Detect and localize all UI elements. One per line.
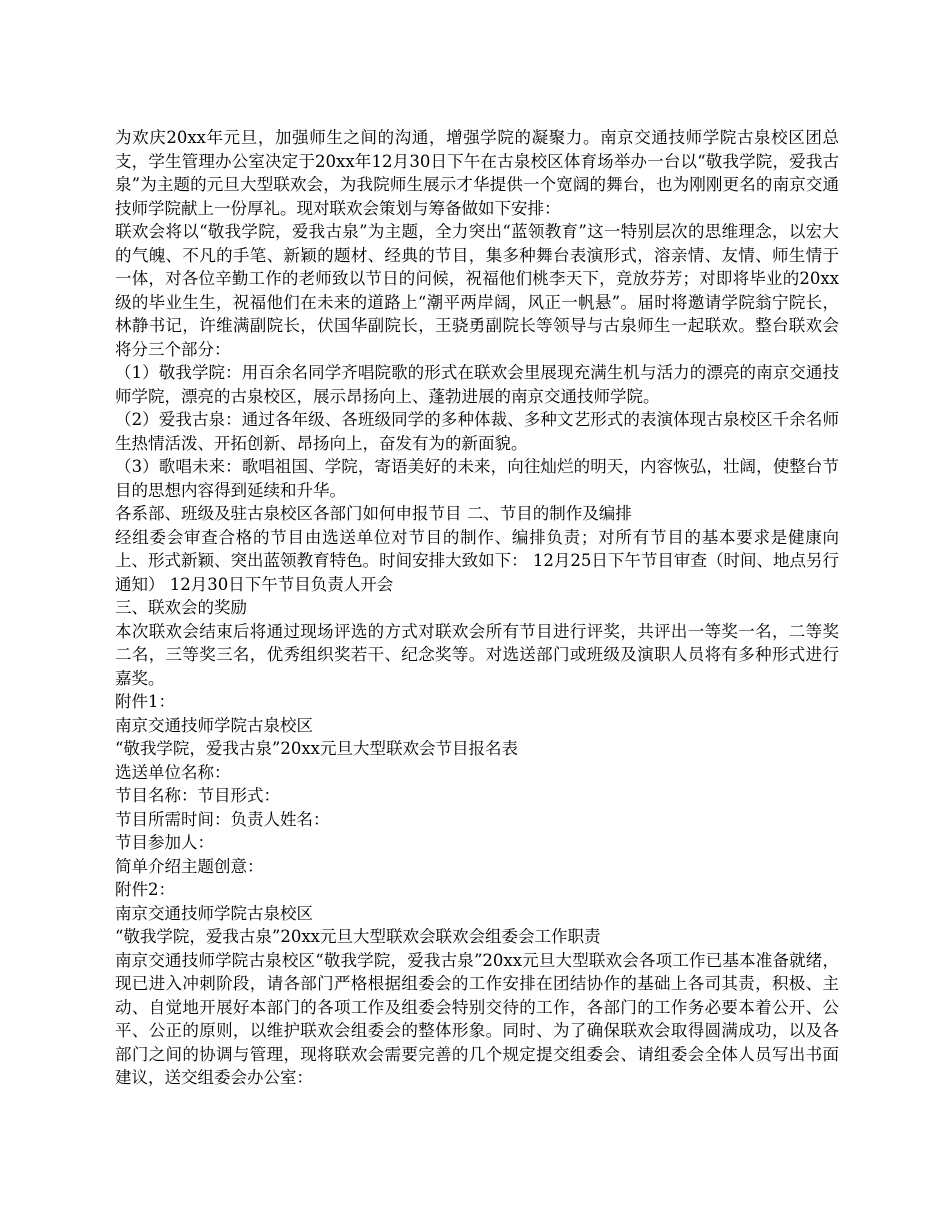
part-one-item: （1）敬我学院：用百余名同学齐唱院歌的形式在联欢会里展现充满生机与活力的漂亮的南京交通技师学院，漂亮的古泉校区，展示昂扬向上、蓬勃进展的南京交通技师学院。 (115, 363, 839, 406)
theme-paragraph: 联欢会将以“敬我学院，爱我古泉”为主题，全力突出“蓝领教育”这一特别层次的思维理念，以宏大的气魄、不凡的手笔、新颖的题材、经典的节目，集多种舞台表演形式，溶亲情、友情、师生情于一体，对各位辛勤工作的老师致以节日的问候，祝福他们桃李天下，竞放芬芳；对即将毕业的20xx级的毕业生生，祝福他们在未来的道路上“潮平两岸阔，风正一帆悬”。届时将邀请学院翁宁院长，林静书记，许维满副院长，伏国华副院长，王骁勇副院长等领导与古泉师生一起联欢。整台联欢会将分三个部分： (115, 222, 839, 359)
section-two-heading: 各系部、班级及驻古泉校区各部门如何申报节目 二、节目的制作及编排 (115, 504, 632, 523)
attachment-one-title: “敬我学院，爱我古泉”20xx元旦大型联欢会节目报名表 (115, 739, 518, 758)
awards-paragraph: 本次联欢会结束后将通过现场评选的方式对联欢会所有节目进行评奖，共评出一等奖一名，二等奖二名，三等奖三名，优秀组织奖若干、纪念奖等。对选送部门或班级及演职人员将有多种形式进行嘉奖。 (115, 621, 839, 688)
form-field-creative: 简单介绍主题创意： (115, 856, 264, 876)
duties-paragraph: 南京交通技师学院古泉校区“敬我学院，爱我古泉”20xx元旦大型联欢会各项工作已基本准备就绪，现已进入冲刺阶段，请各部门严格根据组委会的工作安排在团结协作的基础上各司其责，积极、主动、自觉地开展好本部门的各项工作及组委会特别交待的工作，各部门的工作务必要本着公开、公平、公正的原则，以维护联欢会组委会的整体形象。同时、为了确保联欢会取得圆满成功，以及各部门之间的协调与管理，现将联欢会需要完善的几个规定提交组委会、请组委会全体人员写出书面建议，送交组委会办公室： (115, 950, 839, 1087)
form-field-unit: 选送单位名称： (115, 762, 231, 782)
attachment-two-label: 附件2： (115, 880, 175, 899)
attachment-one-label: 附件1： (115, 692, 175, 711)
form-field-time: 节目所需时间：负责人姓名： (115, 809, 330, 829)
section-three-heading: 三、联欢会的奖励 (115, 598, 247, 617)
part-two-item: （2）爱我古泉：通过各年级、各班级同学的多种体裁、多种文艺形式的表演体现古泉校区千余名师生热情活泼、开拓创新、昂扬向上，奋发有为的新面貌。 (115, 410, 839, 453)
part-three-item: （3）歌唱未来：歌唱祖国、学院，寄语美好的未来，向往灿烂的明天，内容恢弘，壮阔，使整台节目的思想内容得到延续和升华。 (115, 457, 839, 500)
intro-paragraph: 为欢庆20xx年元旦，加强师生之间的沟通，增强学院的凝聚力。南京交通技师学院古泉校区团总支，学生管理办公室决定于20xx年12月30日下午在古泉校区体育场举办一台以“敬我学院，爱我古泉”为主题的元旦大型联欢会，为我院师生展示才华提供一个宽阔的舞台，也为刚刚更名的南京交通技师学院献上一份厚礼。现对联欢会策划与筹备做如下安排： (115, 128, 839, 218)
document-body (115, 126, 839, 1090)
attachment-one-school: 南京交通技师学院古泉校区 (115, 715, 313, 735)
attachment-two-school: 南京交通技师学院古泉校区 (115, 903, 313, 923)
production-paragraph: 经组委会审查合格的节目由选送单位对节目的制作、编排负责；对所有节目的基本要求是健康向上、形式新颖、突出蓝领教育特色。时间安排大致如下： 12月25日下午节目审查（时间、地点另行通知） 12月30日下午节目负责人开会 (115, 527, 839, 594)
form-field-program: 节目名称：节目形式： (115, 786, 280, 805)
form-field-participants: 节目参加人： (115, 833, 214, 852)
attachment-two-title: “敬我学院，爱我古泉”20xx元旦大型联欢会联欢会组委会工作职责 (115, 927, 601, 946)
